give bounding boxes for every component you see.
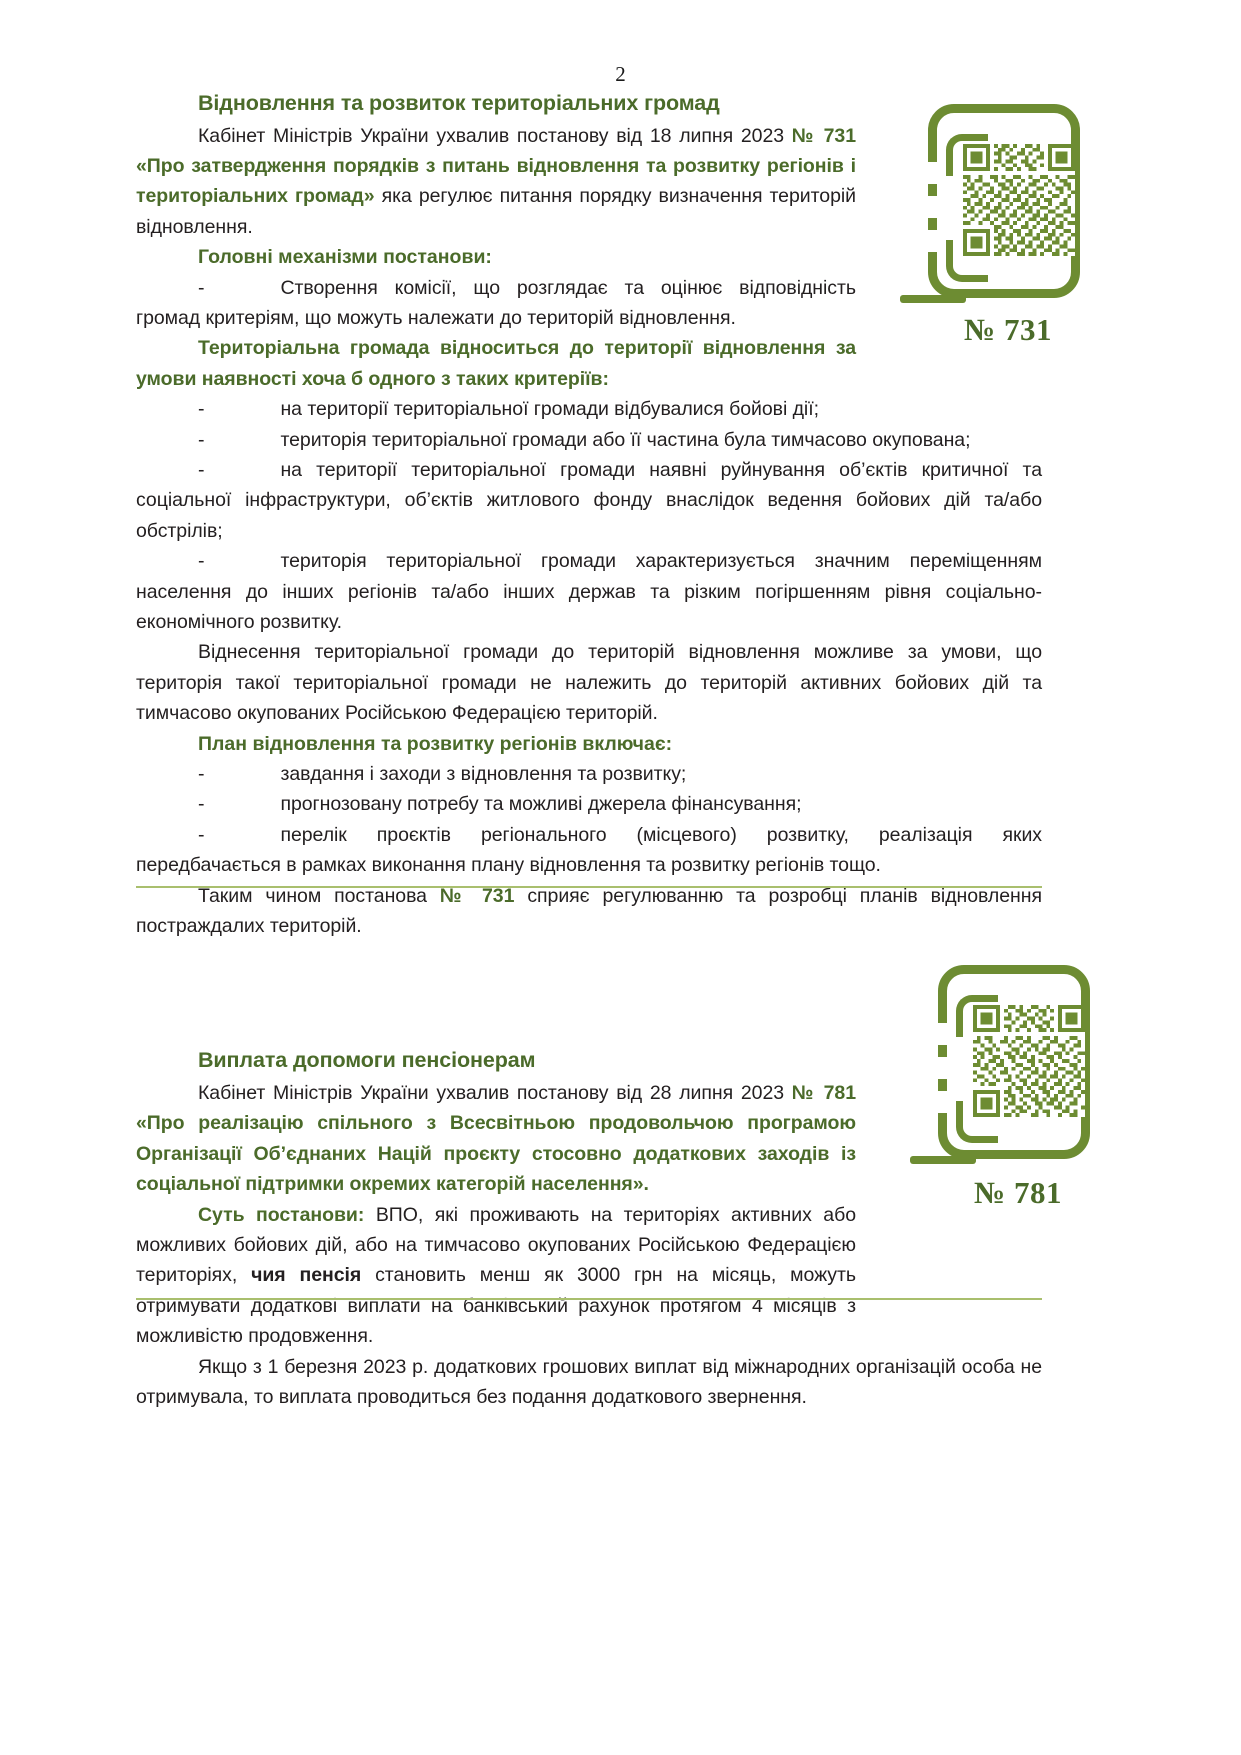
criteria-item-2: - територія територіальної громади або її частина була тимчасово окупована; xyxy=(198,428,971,451)
final-paragraph: Якщо з 1 березня 2023 р. додаткових грошових виплат від міжнародних організацій особа не отримувала, то виплата проводиться без подання додаткового звернення. xyxy=(136,1355,1042,1409)
essence-label: Суть постанови: xyxy=(198,1203,365,1226)
postanova-title-quote: «Про затвердження порядків з питань відновлення та розвитку регіонів і територіальних громад» xyxy=(136,154,856,208)
intro-tail-text: яка регулює питання порядку визначення територій відновлення. xyxy=(136,185,856,238)
intro-lead-text: Кабінет Міністрів України ухвалив постанову від 18 липня 2023 xyxy=(198,124,792,147)
section-title-1: Відновлення та розвиток територіальних громад xyxy=(198,91,720,115)
criteria-intro-paragraph xyxy=(136,333,1042,394)
section-vyplata xyxy=(136,1045,1042,1412)
intro-lead-text: Кабінет Міністрів України ухвалив постанову від 28 липня 2023 xyxy=(198,1082,792,1104)
plan-item-2: - прогнозовану потребу та можливі джерела фінансування; xyxy=(198,793,802,816)
conclusion-suffix: сприяє регулюванню та розробці планів відновлення постраждалих територій. xyxy=(136,884,1042,938)
subheading-plan: План відновлення та розвитку регіонів включає: xyxy=(198,732,673,755)
qr-wrap-spacer-1 xyxy=(856,88,1042,338)
section-divider-1 xyxy=(136,886,1042,888)
essence-text-a: ВПО, які проживають на територіях активних або можливих бойових дій, або на тимчасово окупованих Російською Федерацією територіях, xyxy=(136,1203,856,1287)
conclusion-prefix: Таким чином постанова xyxy=(198,884,440,907)
postanova-title-quote: «Про реалізацію спільного з Всесвітньою продовольчою програмою Організації Об’єднаних Націй проєкту стосовно додаткових заходів із соціальної підтримки окремих категорій населення». xyxy=(136,1112,856,1196)
essence-bold-pension: чия пенсія xyxy=(251,1264,362,1287)
section-divider-2 xyxy=(136,1298,1042,1300)
essence-text-b: становить менш як 3000 грн на місяць, можуть отримувати додаткові виплати на банківський рахунок протягом 4 місяців з можливістю продовження. xyxy=(136,1264,856,1348)
criteria-intro-text: Територіальна громада відноситься до території відновлення за умови наявності хоча б одного з таких критеріїв: xyxy=(136,337,856,390)
criteria-item-3: - на території територіальної громади наявні руйнування об’єктів критичної та соціальної інфраструктури, об’єктів житлового фонду внаслідок ведення бойових дій та/або обстрілів; xyxy=(136,458,1042,542)
note-paragraph: Віднесення територіальної громади до територій відновлення можливе за умови, що територія такої територіальної громади не належить до територій активних бойових дій та тимчасово окупованих Російською Федерацією територій. xyxy=(136,641,1042,725)
postanova-number-731: № 731 xyxy=(791,124,856,147)
bullet-text: прогнозовану потребу та можливі джерела фінансування; xyxy=(280,793,802,816)
bullet-text: перелік проєктів регіонального (місцевого) розвитку, реалізація яких передбачається в рамках виконання плану відновлення та розвитку регіонів тощо. xyxy=(136,823,1042,877)
bullet-commission: - Створення комісії, що розглядає та оцінює відповідність громад критеріям, що можуть належати до територій відновлення. xyxy=(136,276,856,329)
page-number: 2 xyxy=(615,62,626,86)
subheading-mechanisms: Головні механізми постанови: xyxy=(198,246,492,269)
criteria-item-4: - територія територіальної громади характеризується значним переміщенням населення до інших регіонів та/або інших держав та різким погіршенням рівня соціально-економічного розвитку. xyxy=(136,550,1042,634)
bullet-text: Створення комісії, що розглядає та оцінює відповідність громад критеріям, що можуть належати до територій відновлення. xyxy=(136,276,856,329)
qr-wrap-spacer-2 xyxy=(856,1045,1042,1295)
bullet-text: на території територіальної громади наявні руйнування об’єктів критичної та соціальної інфраструктури, об’єктів житлового фонду внаслідок ведення бойових дій та/або обстрілів; xyxy=(136,458,1042,542)
conclusion-number-731: № 731 xyxy=(439,884,515,907)
qr-badge-label: № 731 xyxy=(964,312,1052,347)
criteria-item-1: - на території територіальної громади відбувалися бойові дії; xyxy=(198,398,819,421)
section-title-2: Виплата допомоги пенсіонерам xyxy=(198,1048,536,1073)
section-vidnovlennya xyxy=(136,88,1042,941)
document-content xyxy=(136,88,1042,1412)
bullet-text: на території територіальної громади відбувалися бойові дії; xyxy=(280,398,819,421)
bullet-text: територія територіальної громади або її частина була тимчасово окупована; xyxy=(280,428,971,451)
conclusion-paragraph-1 xyxy=(136,881,1042,942)
postanova-number-781: № 781 xyxy=(791,1082,856,1104)
bullet-text: завдання і заходи з відновлення та розвитку; xyxy=(280,763,687,786)
plan-item-3: - перелік проєктів регіонального (місцевого) розвитку, реалізація яких передбачається в рамках виконання плану відновлення та розвитку регіонів тощо. xyxy=(136,823,1042,877)
plan-item-1: - завдання і заходи з відновлення та розвитку; xyxy=(198,763,687,786)
qr-badge-label: № 781 xyxy=(974,1175,1062,1210)
bullet-text: територія територіальної громади характеризується значним переміщенням населення до інших регіонів та/або інших держав та різким погіршенням рівня соціально-економічного розвитку. xyxy=(136,550,1042,634)
